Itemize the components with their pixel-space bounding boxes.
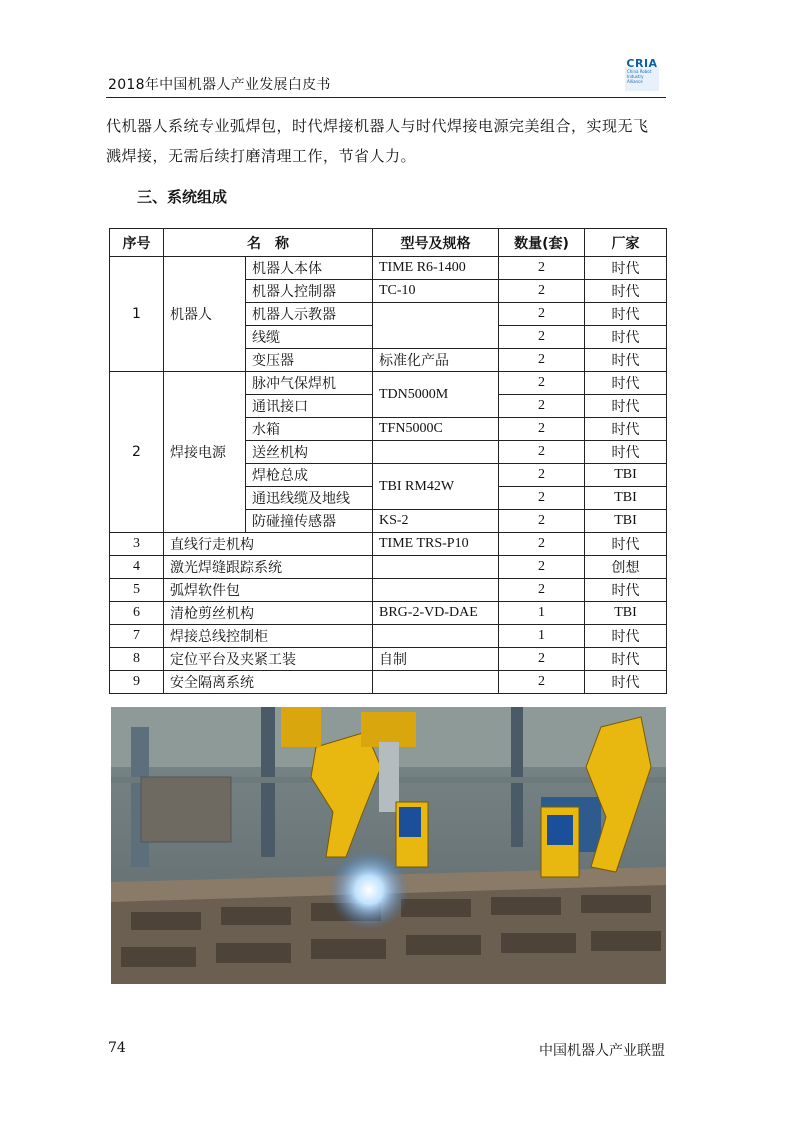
item-name: 弧焊软件包 (164, 579, 373, 602)
table-header-row (110, 229, 667, 257)
model-spec: TIME TRS-P10 (373, 533, 499, 556)
item-name: 通讯接口 (246, 395, 373, 418)
quantity: 2 (499, 349, 585, 372)
header-rule (106, 97, 666, 98)
row-number: 7 (110, 625, 164, 648)
header-maker: 厂家 (585, 229, 667, 257)
header-no: 序号 (110, 229, 164, 257)
manufacturer: 时代 (585, 326, 667, 349)
model-spec: TBI RM42W (373, 464, 499, 510)
model-spec (373, 671, 499, 694)
item-name: 焊枪总成 (246, 464, 373, 487)
manufacturer: 时代 (585, 257, 667, 280)
manufacturer: 时代 (585, 280, 667, 303)
manufacturer: 时代 (585, 349, 667, 372)
table-row (110, 556, 667, 579)
row-number: 5 (110, 579, 164, 602)
model-spec (373, 441, 499, 464)
item-name: 线缆 (246, 326, 373, 349)
manufacturer: TBI (585, 602, 667, 625)
quantity: 2 (499, 510, 585, 533)
manufacturer: 时代 (585, 303, 667, 326)
header-qty: 数量(套) (499, 229, 585, 257)
quantity: 2 (499, 326, 585, 349)
manufacturer: 创想 (585, 556, 667, 579)
section-title: 三、系统组成 (137, 188, 228, 206)
quantity: 1 (499, 625, 585, 648)
welding-workshop-illustration (111, 707, 666, 984)
table-row (110, 533, 667, 556)
manufacturer: TBI (585, 487, 667, 510)
item-name: 脉冲气保焊机 (246, 372, 373, 395)
model-spec: TC-10 (373, 280, 499, 303)
logo-subtext: China Robot Industry Alliance (627, 69, 652, 84)
manufacturer: 时代 (585, 533, 667, 556)
row-number: 1 (110, 257, 164, 372)
paragraph-line-1: 代机器人系统专业弧焊包，时代焊接机器人与时代焊接电源完美组合，实现无飞 (106, 117, 649, 135)
row-number: 8 (110, 648, 164, 671)
manufacturer: 时代 (585, 395, 667, 418)
row-number: 6 (110, 602, 164, 625)
quantity: 2 (499, 533, 585, 556)
manufacturer: 时代 (585, 579, 667, 602)
item-name: 安全隔离系统 (164, 671, 373, 694)
quantity: 2 (499, 303, 585, 326)
table-row (110, 257, 667, 280)
item-name: 激光焊缝跟踪系统 (164, 556, 373, 579)
table-row (110, 372, 667, 395)
model-spec (373, 579, 499, 602)
manufacturer: 时代 (585, 625, 667, 648)
quantity: 2 (499, 556, 585, 579)
logo-text: CRIA (626, 57, 658, 70)
table-row (110, 625, 667, 648)
table-row (110, 579, 667, 602)
item-name: 防碰撞传感器 (246, 510, 373, 533)
quantity: 2 (499, 280, 585, 303)
item-name: 通迅线缆及地线 (246, 487, 373, 510)
item-name: 送丝机构 (246, 441, 373, 464)
model-spec (373, 303, 499, 349)
model-spec: 自制 (373, 648, 499, 671)
row-number: 2 (110, 372, 164, 533)
manufacturer: 时代 (585, 671, 667, 694)
table-row (110, 671, 667, 694)
header-title: 2018年中国机器人产业发展白皮书 (108, 77, 331, 93)
manufacturer: 时代 (585, 441, 667, 464)
quantity: 2 (499, 579, 585, 602)
item-name: 焊接总线控制柜 (164, 625, 373, 648)
row-number: 3 (110, 533, 164, 556)
model-spec (373, 625, 499, 648)
item-name: 机器人控制器 (246, 280, 373, 303)
quantity: 2 (499, 487, 585, 510)
manufacturer: 时代 (585, 372, 667, 395)
paragraph-line-2: 溅焊接，无需后续打磨清理工作，节省人力。 (106, 147, 417, 165)
quantity: 2 (499, 418, 585, 441)
item-name: 变压器 (246, 349, 373, 372)
model-spec (373, 556, 499, 579)
cria-logo-icon (625, 57, 659, 91)
row-number: 4 (110, 556, 164, 579)
row-number: 9 (110, 671, 164, 694)
item-name: 定位平台及夹紧工装 (164, 648, 373, 671)
manufacturer: TBI (585, 464, 667, 487)
quantity: 1 (499, 602, 585, 625)
page-number: 74 (108, 1040, 126, 1056)
item-name: 清枪剪丝机构 (164, 602, 373, 625)
manufacturer: 时代 (585, 648, 667, 671)
welding-robot-photo (111, 707, 666, 984)
quantity: 2 (499, 671, 585, 694)
table-row (110, 602, 667, 625)
model-spec: KS-2 (373, 510, 499, 533)
item-name: 机器人本体 (246, 257, 373, 280)
group-name: 焊接电源 (164, 372, 246, 533)
model-spec: 标准化产品 (373, 349, 499, 372)
item-name: 机器人示教器 (246, 303, 373, 326)
quantity: 2 (499, 441, 585, 464)
quantity: 2 (499, 464, 585, 487)
model-spec: TDN5000M (373, 372, 499, 418)
model-spec: TFN5000C (373, 418, 499, 441)
footer-organization: 中国机器人产业联盟 (539, 1043, 665, 1059)
item-name: 直线行走机构 (164, 533, 373, 556)
system-components-table (109, 228, 667, 694)
item-name: 水箱 (246, 418, 373, 441)
quantity: 2 (499, 257, 585, 280)
header-model: 型号及规格 (373, 229, 499, 257)
model-spec: TIME R6-1400 (373, 257, 499, 280)
manufacturer: TBI (585, 510, 667, 533)
group-name: 机器人 (164, 257, 246, 372)
quantity: 2 (499, 648, 585, 671)
model-spec: BRG-2-VD-DAE (373, 602, 499, 625)
quantity: 2 (499, 372, 585, 395)
quantity: 2 (499, 395, 585, 418)
manufacturer: 时代 (585, 418, 667, 441)
header-name: 名 称 (164, 229, 373, 257)
table-row (110, 648, 667, 671)
